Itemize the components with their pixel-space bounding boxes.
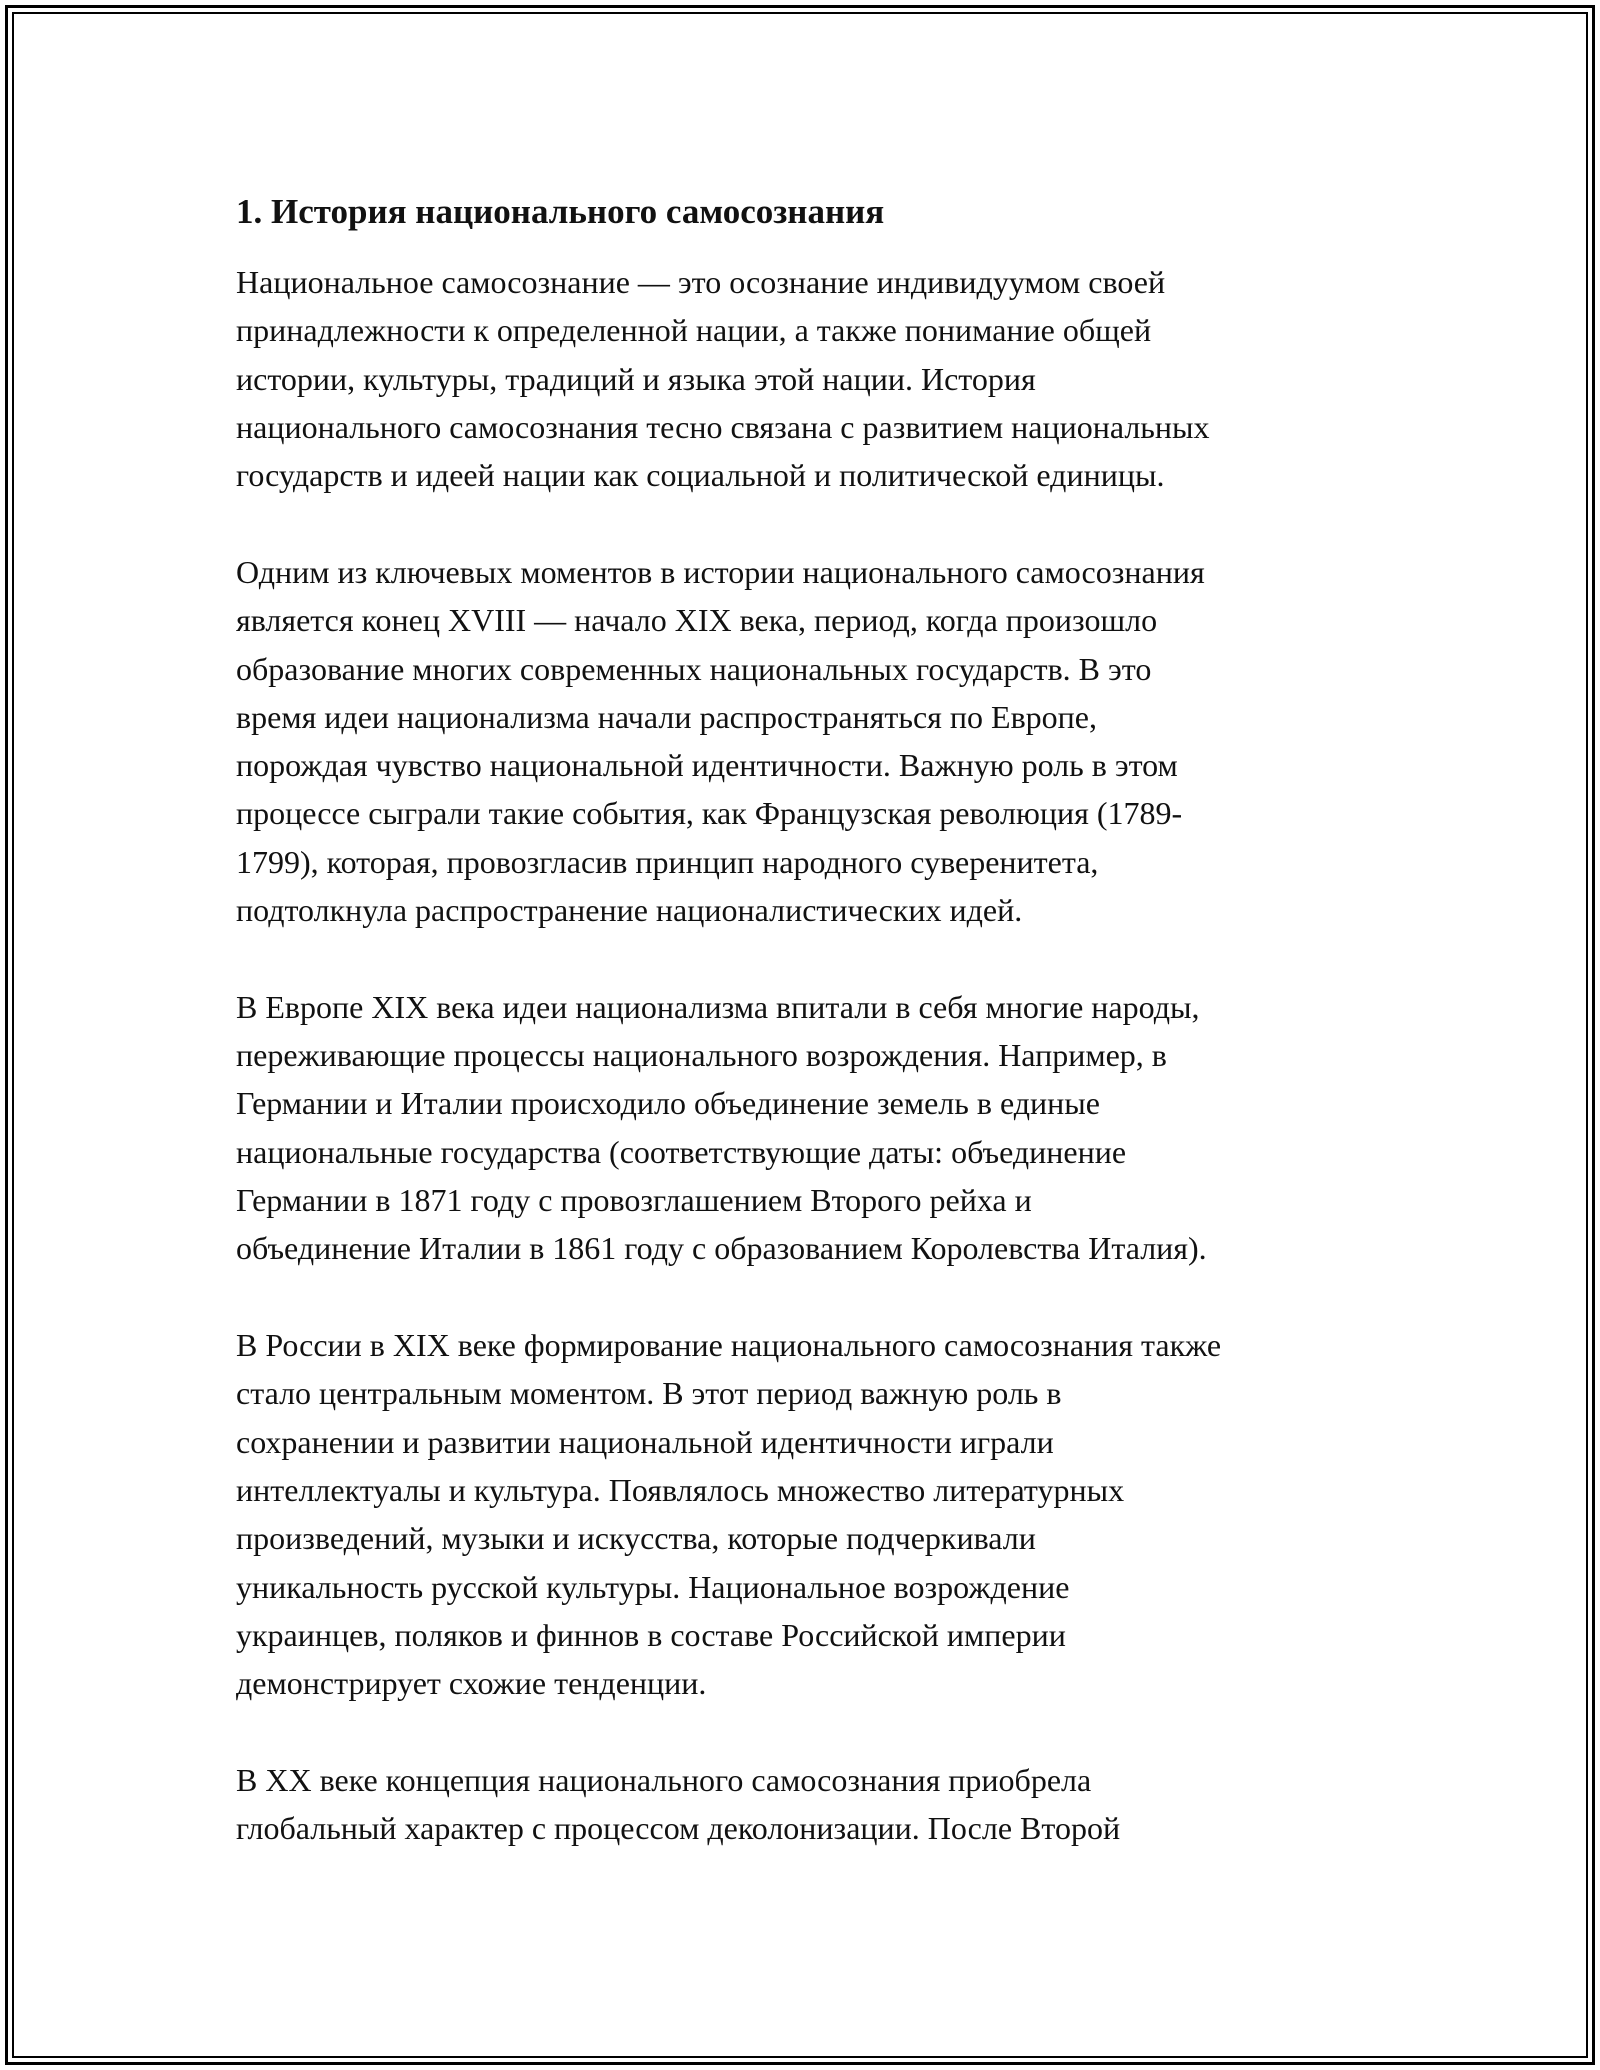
- paragraph-definition: Национальное самосознание — это осознание индивидуумом своей принадлежности к определенной нации, а также понимание общей истории, культуры, традиций и языка этой нации. История национального самосознания тесно связана с развитием национальных государств и идеей нации как социальной и политической единицы.: [236, 264, 1210, 494]
- document-body: [236, 186, 1396, 1901]
- paragraph-europe-19th-century: В Европе XIX века идеи национализма впитали в себя многие народы, переживающие процессы национального возрождения. Например, в Германии и Италии происходило объединение земель в единые национальные государства (соответствующие даты: объединение Германии в 1871 году с провозглашением Второго рейха и объединение Италии в 1861 году с образованием Королевства Италия).: [236, 988, 1207, 1267]
- paragraph-20th-century: В XX веке концепция национального самосознания приобрела глобальный характер с процессом деколонизации. После Второй: [236, 1762, 1121, 1847]
- paragraph-18th-19th-century: Одним из ключевых моментов в истории национального самосознания является конец XVIII — начало XIX века, период, когда произошло образование многих современных национальных государств. В это время идеи национализма начали распространяться по Европе, порождая чувство национальной идентичности. Важную роль в этом процессе сыграли такие события, как Французская революция (1789- 1799), которая, провозгласив принцип народного суверенитета, подтолкнула распространение националистических идей.: [236, 553, 1205, 929]
- section-heading: 1. История национального самосознания: [236, 192, 885, 231]
- paragraph-russia-19th-century: В России в XIX веке формирование национального самосознания также стало центральным моментом. В этот период важную роль в сохранении и развитии национальной идентичности играли интеллектуалы и культура. Появлялось множество литературных произведений, музыки и искусства, которые подчеркивали уникальность русской культуры. Национальное возрождение украинцев, поляков и финнов в составе Российской империи демонстрирует схожие тенденции.: [236, 1327, 1222, 1702]
